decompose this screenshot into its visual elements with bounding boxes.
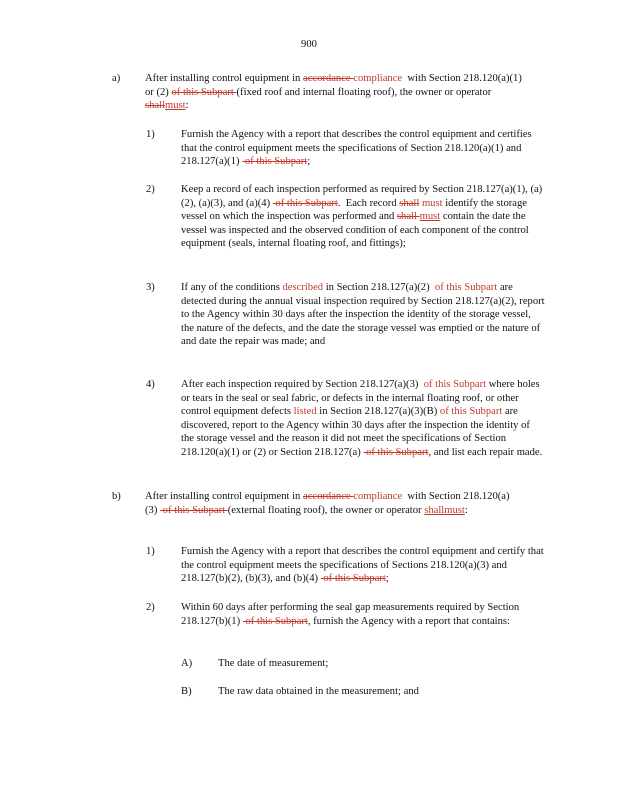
text-run: The date of measurement; xyxy=(218,658,329,669)
text-run: , furnish the Agency with a report that contains: xyxy=(307,615,510,627)
item-label: 3) xyxy=(146,282,155,293)
inserted-text: must xyxy=(419,211,441,223)
inserted-text: of this Subpart xyxy=(432,282,498,293)
item-text xyxy=(181,378,545,460)
deleted-text: of this Subpart xyxy=(171,86,237,98)
inserted-text: must xyxy=(419,197,443,209)
inserted-text: listed xyxy=(293,406,317,418)
text-run: (external floating roof), the owner or operator xyxy=(227,504,425,516)
text-run: If any of the conditions xyxy=(181,282,283,293)
deleted-text: of this Subpart xyxy=(272,197,338,209)
text-run: contain the date the vessel was inspected and the observed condition of each component of the control equipment (seals, internal floating roof, and fittings); xyxy=(181,211,532,250)
item-text xyxy=(218,657,538,671)
item-text xyxy=(145,72,533,113)
deleted-text: of this Subpart xyxy=(242,615,308,627)
item-text xyxy=(181,545,545,586)
text-run: After installing control equipment in xyxy=(145,73,303,84)
inserted-text: must xyxy=(165,100,186,112)
text-run: Furnish the Agency with a report that describes the control equipment and certifies that the control equipment meets the specifications of Section 218.120(a)(1) and 218.127(a)(1) xyxy=(181,129,535,168)
text-run: are detected during the annual visual inspection required by Section 218.127(a)(2), report to the Agency within 30 days after the inspection the identity of the storage vessel, the nature of the defects, and the date the storage vessel was emptied or the nature of and date the repair was made; and xyxy=(181,282,548,348)
text-run: ; xyxy=(307,156,311,168)
item-label: 2) xyxy=(146,184,155,195)
inserted-text: of this Subpart xyxy=(439,406,503,418)
text-run: in Section 218.127(a)(2) xyxy=(323,282,433,293)
text-run: in Section 218.127(a)(3)(B) xyxy=(316,406,440,418)
text-run: with Section 218.120(a)(1) or (2) xyxy=(145,73,525,98)
item-label: 1) xyxy=(146,546,155,557)
text-run: ; xyxy=(385,573,389,585)
deleted-text: accordance xyxy=(303,491,354,502)
item-label: A) xyxy=(181,658,193,669)
item-text xyxy=(181,128,545,169)
text-run: Within 60 days after performing the seal gap measurements required by Section 218.127(b)(1) xyxy=(181,602,522,627)
text-run: . Each record xyxy=(337,197,400,209)
deleted-text: accordance xyxy=(303,73,354,84)
item-text xyxy=(181,183,545,251)
deleted-text: of this Subpart xyxy=(242,156,308,168)
text-run: The raw data obtained in the measurement; and xyxy=(218,686,419,697)
item-label: 1) xyxy=(146,129,155,140)
inserted-text: compliance xyxy=(353,491,403,502)
item-text xyxy=(181,281,548,349)
item-text xyxy=(145,490,515,517)
text-run: where holes or tears in the seal or seal fabric, or defects in the internal floating roof, or other control equipment defects xyxy=(181,379,543,418)
text-run: are discovered, report to the Agency within 30 days after the inspection the identity of the storage vessel and the reason it did not meet the specifications of Section 218.120(a)(1) or (2) or Section 218.127(a) xyxy=(181,406,533,458)
text-run: identify the storage vessel on which the inspection was performed and xyxy=(181,197,530,223)
text-run: Furnish the Agency with a report that describes the control equipment and certify that the control equipment meets the specifications of Sections 218.120(a)(3) and 218.127(b)(2), (b)(3), and (b)(4) xyxy=(181,546,547,585)
text-run: After each inspection required by Section 218.127(a)(3) xyxy=(181,379,422,390)
text-run: : xyxy=(464,504,468,516)
item-text xyxy=(181,601,533,628)
item-label: B) xyxy=(181,686,192,697)
inserted-text: must xyxy=(444,504,465,516)
deleted-text: shall xyxy=(399,197,420,209)
item-text xyxy=(218,685,538,699)
inserted-text: described xyxy=(282,282,324,293)
deleted-text: shall xyxy=(396,211,420,223)
deleted-text: of this Subpart xyxy=(160,504,228,516)
text-run: After installing control equipment in xyxy=(145,491,303,502)
text-run: (fixed roof and internal floating roof), the owner or operator xyxy=(236,86,494,98)
text-run: , and list each repair made. xyxy=(428,446,543,458)
inserted-text: shall xyxy=(424,504,445,516)
item-label: 2) xyxy=(146,602,155,613)
text-run: with Section 218.120(a)(3) xyxy=(145,491,510,516)
item-label: a) xyxy=(112,73,121,84)
inserted-text: of this Subpart xyxy=(421,379,487,390)
deleted-text: of this Subpart xyxy=(363,446,429,458)
deleted-text: of this Subpart xyxy=(320,573,386,585)
item-label: 4) xyxy=(146,379,155,390)
deleted-text: shall xyxy=(145,100,166,112)
text-run: : xyxy=(185,100,189,112)
inserted-text: compliance xyxy=(353,73,403,84)
page-number: 900 xyxy=(301,39,317,50)
text-run: Keep a record of each inspection performed as required by Section 218.127(a)(1), (a)(2), (a)(3), and (a)(4) xyxy=(181,184,543,209)
item-label: b) xyxy=(112,491,121,502)
